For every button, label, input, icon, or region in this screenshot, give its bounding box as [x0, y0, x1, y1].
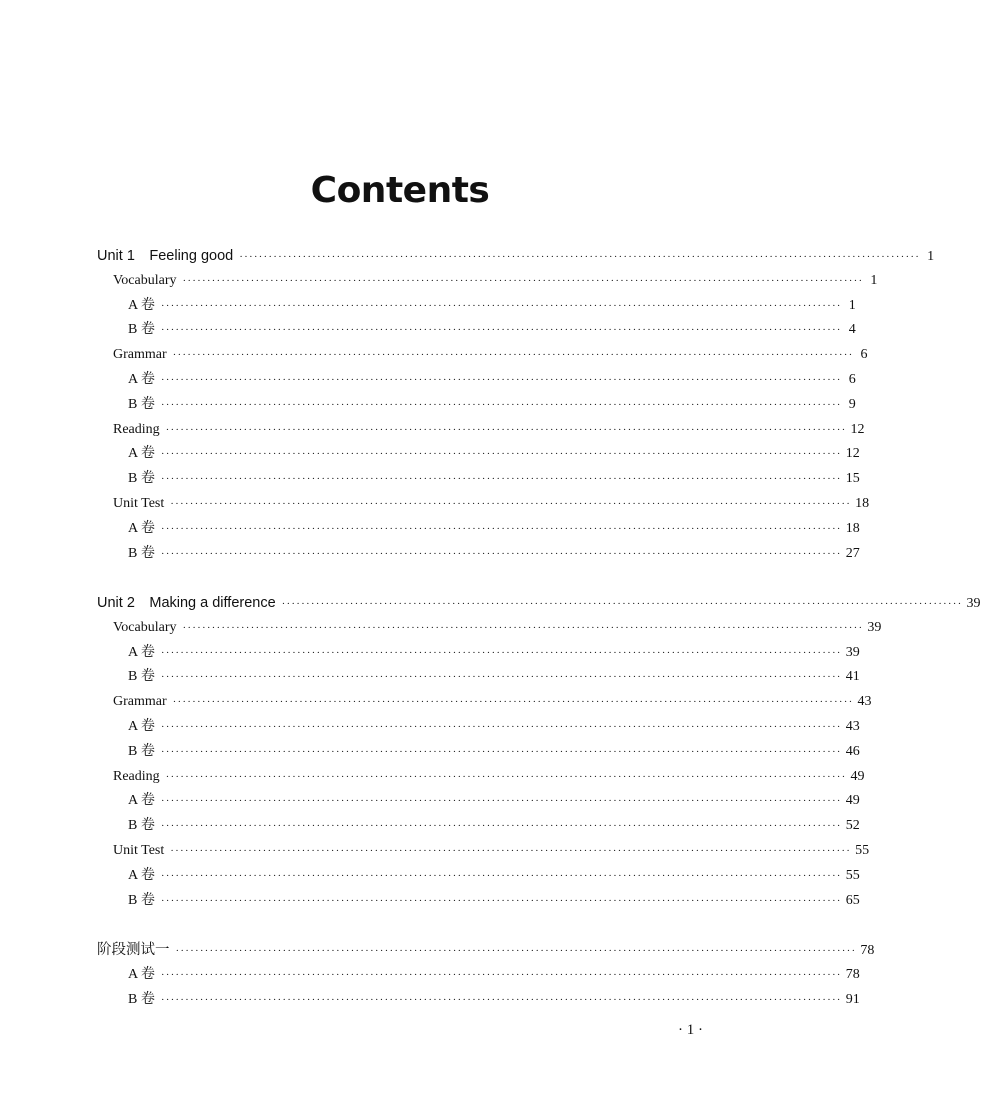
toc-entry-label: Reading: [113, 768, 160, 784]
dot-leader: ············································································································································: [160, 547, 842, 560]
toc-entry-label: A 卷: [128, 867, 155, 883]
toc-entry-label: Grammar: [113, 694, 167, 710]
toc-entry[interactable]: [97, 442, 860, 467]
toc-entry-label: B 卷: [128, 471, 155, 487]
toc-entry-page: 1: [927, 249, 935, 264]
toc-entry[interactable]: [97, 839, 870, 864]
toc-entry-label: B 卷: [128, 396, 155, 412]
toc-entry-label: A 卷: [128, 446, 155, 462]
toc-entry-page: 49: [850, 768, 865, 784]
dot-leader: ············································································································································: [160, 894, 842, 907]
toc-entry-page: 55: [845, 867, 860, 883]
dot-leader: ············································································································································: [160, 398, 842, 411]
toc-entry[interactable]: [97, 641, 860, 666]
toc-entry[interactable]: [97, 789, 860, 814]
dot-leader: ············································································································································: [160, 299, 842, 312]
dot-leader: ············································································································································: [165, 770, 847, 783]
toc-entry[interactable]: [97, 988, 860, 1013]
toc-entry[interactable]: [97, 963, 860, 988]
toc-entry[interactable]: [97, 467, 860, 492]
dot-leader: ············································································································································: [160, 671, 842, 684]
toc-entry[interactable]: [97, 542, 860, 567]
toc-entry-page: 12: [845, 446, 860, 462]
toc-entry[interactable]: [97, 765, 865, 790]
toc-entry-page: 91: [845, 991, 860, 1007]
toc-entry-label: B 卷: [128, 818, 155, 834]
toc-entry-page: 52: [845, 818, 860, 834]
toc-entry-label: A 卷: [128, 644, 155, 660]
toc-entry[interactable]: [97, 294, 856, 319]
dot-leader: ············································································································································: [160, 324, 842, 337]
toc-entry-page: 6: [860, 347, 868, 363]
dot-leader: ············································································································································: [160, 869, 842, 882]
toc-entry-label: A 卷: [128, 793, 155, 809]
toc-entry[interactable]: [97, 269, 878, 294]
toc-entry[interactable]: [97, 343, 868, 368]
toc-entry-label: 阶段测试一: [97, 942, 170, 959]
dot-leader: ············································································································································: [160, 993, 842, 1006]
toc-entry-label: B 卷: [128, 892, 155, 908]
dot-leader: ············································································································································: [175, 945, 857, 958]
toc-entry-label: A 卷: [128, 297, 155, 313]
toc-section: [97, 591, 981, 913]
toc-entry[interactable]: [97, 418, 865, 443]
toc-entry-label: A 卷: [128, 520, 155, 536]
toc-entry-page: 18: [845, 520, 860, 536]
toc-entry-page: 39: [845, 644, 860, 660]
dot-leader: ············································································································································: [281, 598, 963, 611]
toc-entry-page: 1: [870, 272, 878, 288]
dot-leader: ············································································································································: [160, 448, 842, 461]
toc-entry[interactable]: [97, 517, 860, 542]
toc-entry[interactable]: [97, 938, 875, 963]
toc-entry[interactable]: [97, 690, 872, 715]
dot-leader: ············································································································································: [160, 522, 842, 535]
toc-entry-page: 18: [855, 495, 870, 511]
toc-entry-page: 49: [845, 793, 860, 809]
toc-entry-label: Vocabulary: [113, 272, 177, 288]
toc-entry-label: A 卷: [128, 719, 155, 735]
toc-entry[interactable]: [97, 814, 860, 839]
toc-entry-page: 55: [855, 843, 870, 859]
toc-entry-label: Grammar: [113, 347, 167, 363]
toc-entry[interactable]: [97, 368, 856, 393]
page-number: · 1 ·: [678, 1022, 703, 1038]
dot-leader: ············································································································································: [239, 251, 921, 263]
dot-leader: ············································································································································: [160, 745, 842, 758]
toc-entry-page: 12: [850, 421, 865, 437]
dot-leader: ············································································································································: [160, 646, 842, 659]
toc-entry-label: B 卷: [128, 743, 155, 759]
toc-entry-page: 9: [848, 396, 856, 412]
toc-entry[interactable]: [97, 740, 860, 765]
toc-entry[interactable]: [97, 318, 856, 343]
dot-leader: ············································································································································: [172, 696, 854, 709]
toc-entry-page: 4: [848, 322, 856, 338]
toc-entry-page: 78: [845, 966, 860, 982]
toc-entry-label: B 卷: [128, 545, 155, 561]
toc-entry[interactable]: [97, 393, 856, 418]
table-of-contents: [97, 244, 981, 1012]
dot-leader: ············································································································································: [182, 274, 864, 287]
toc-entry[interactable]: [97, 591, 981, 616]
toc-entry-page: 39: [966, 596, 981, 612]
toc-entry[interactable]: [97, 715, 860, 740]
dot-leader: ············································································································································: [160, 373, 842, 386]
dot-leader: ············································································································································: [160, 968, 842, 981]
dot-leader: ············································································································································: [160, 820, 842, 833]
toc-entry[interactable]: [97, 244, 935, 269]
dot-leader: ············································································································································: [182, 621, 864, 634]
dot-leader: ············································································································································: [160, 721, 842, 734]
toc-entry[interactable]: [97, 492, 870, 517]
toc-section: [97, 938, 875, 1012]
dot-leader: ············································································································································: [170, 497, 852, 510]
toc-entry-page: 41: [845, 669, 860, 685]
toc-entry-label: Unit Test: [113, 843, 165, 859]
toc-entry-page: 6: [848, 371, 856, 387]
toc-entry-page: 27: [845, 545, 860, 561]
toc-entry[interactable]: [97, 665, 860, 690]
toc-entry-label: B 卷: [128, 322, 155, 338]
toc-entry-label: Unit 2 Making a difference: [97, 595, 276, 612]
toc-entry-page: 1: [848, 297, 856, 313]
toc-entry-page: 78: [860, 943, 875, 959]
toc-entry-label: Reading: [113, 421, 160, 437]
toc-entry-label: A 卷: [128, 966, 155, 982]
toc-entry-label: Unit Test: [113, 495, 165, 511]
toc-entry-label: B 卷: [128, 991, 155, 1007]
toc-entry-page: 43: [845, 719, 860, 735]
dot-leader: ············································································································································: [165, 423, 847, 436]
toc-entry-label: B 卷: [128, 669, 155, 685]
page-title: Contents: [310, 170, 490, 212]
toc-entry-page: 46: [845, 743, 860, 759]
toc-entry-page: 43: [857, 694, 872, 710]
toc-entry[interactable]: [97, 864, 860, 889]
toc-entry-label: Vocabulary: [113, 619, 177, 635]
toc-entry-page: 65: [845, 892, 860, 908]
toc-entry-page: 39: [867, 619, 882, 635]
toc-entry-label: Unit 1 Feeling good: [97, 248, 234, 264]
toc-entry[interactable]: [97, 889, 860, 914]
dot-leader: ············································································································································: [160, 473, 842, 486]
dot-leader: ············································································································································: [160, 795, 842, 808]
dot-leader: ············································································································································: [172, 349, 854, 362]
toc-entry-page: 15: [845, 471, 860, 487]
toc-entry-label: A 卷: [128, 371, 155, 387]
toc-section: [97, 244, 935, 566]
dot-leader: ············································································································································: [170, 845, 852, 858]
toc-entry[interactable]: [97, 616, 882, 641]
